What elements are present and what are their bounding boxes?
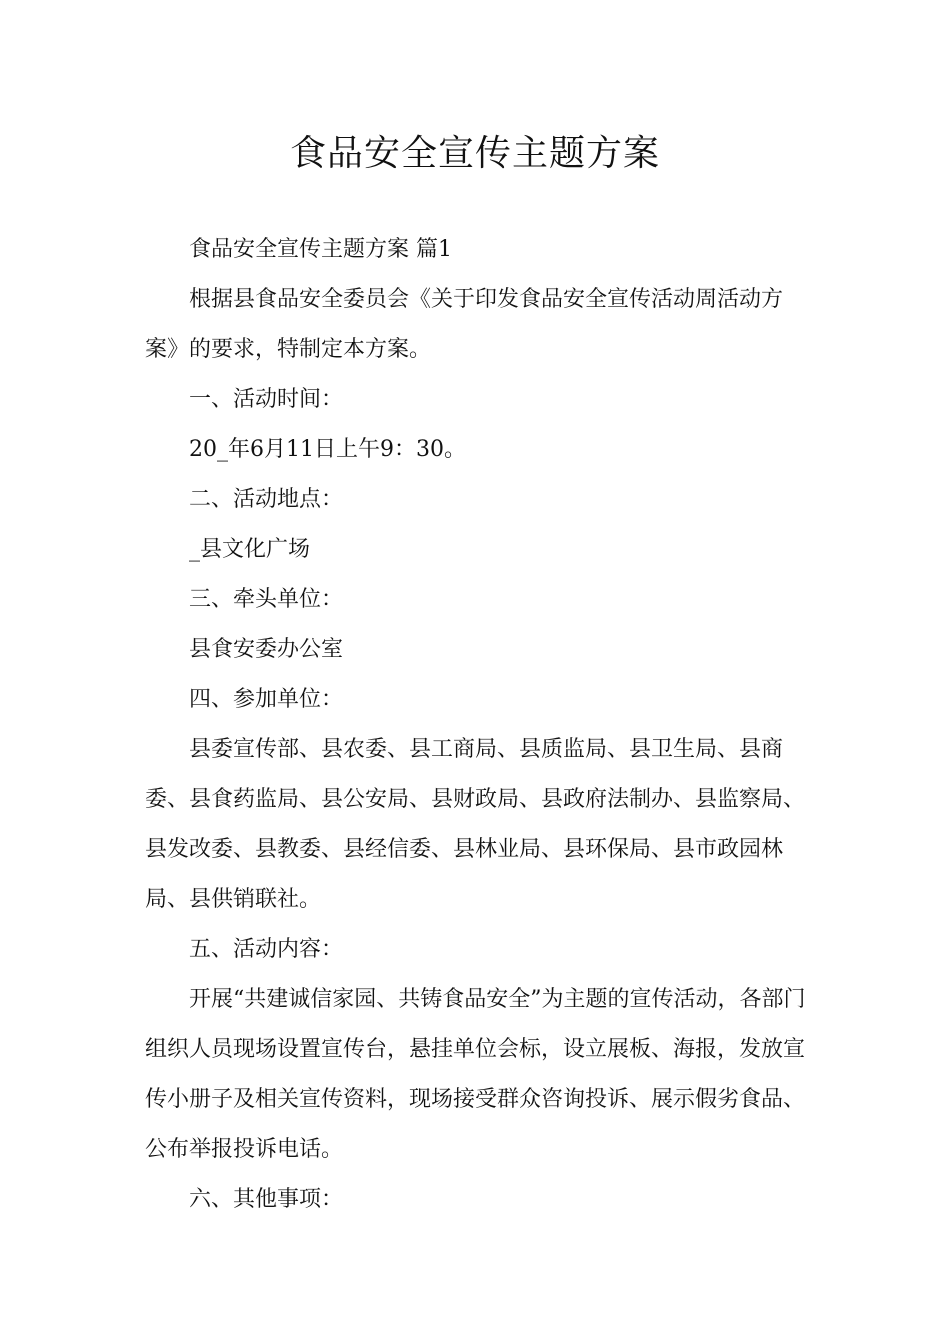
section-heading-lead-unit: 三、牵头单位：	[189, 587, 344, 612]
intro-paragraph: 根据县食品安全委员会《关于印发食品安全宣传活动周活动方案》的要求，特制定本方案。	[145, 287, 784, 362]
section-heading-other: 六、其他事项：	[189, 1187, 344, 1212]
subtitle-paragraph: 食品安全宣传主题方案 篇1	[189, 237, 452, 262]
section-text-time: 20_年6月11日上午9：30。	[189, 437, 466, 462]
document-body	[145, 225, 810, 1225]
section-heading-time: 一、活动时间：	[189, 387, 344, 412]
section-text-location: _县文化广场	[189, 537, 311, 562]
section-heading-participants: 四、参加单位：	[189, 687, 344, 712]
document-title: 食品安全宣传主题方案	[289, 133, 660, 174]
section-text-content: 开展“共建诚信家园、共铸食品安全”为主题的宣传活动，各部门组织人员现场设置宣传台，悬挂单位会标，设立展板、海报，发放宣传小册子及相关宣传资料，现场接受群众咨询投诉、展示假劣食品、公布举报投诉电话。	[145, 987, 806, 1162]
section-text-lead-unit: 县食安委办公室	[189, 637, 344, 662]
section-text-participants: 县委宣传部、县农委、县工商局、县质监局、县卫生局、县商委、县食药监局、县公安局、县财政局、县政府法制办、县监察局、县发改委、县教委、县经信委、县林业局、县环保局、县市政园林局、县供销联社。	[145, 737, 806, 912]
section-heading-location: 二、活动地点：	[189, 487, 344, 512]
section-heading-content: 五、活动内容：	[189, 937, 344, 962]
